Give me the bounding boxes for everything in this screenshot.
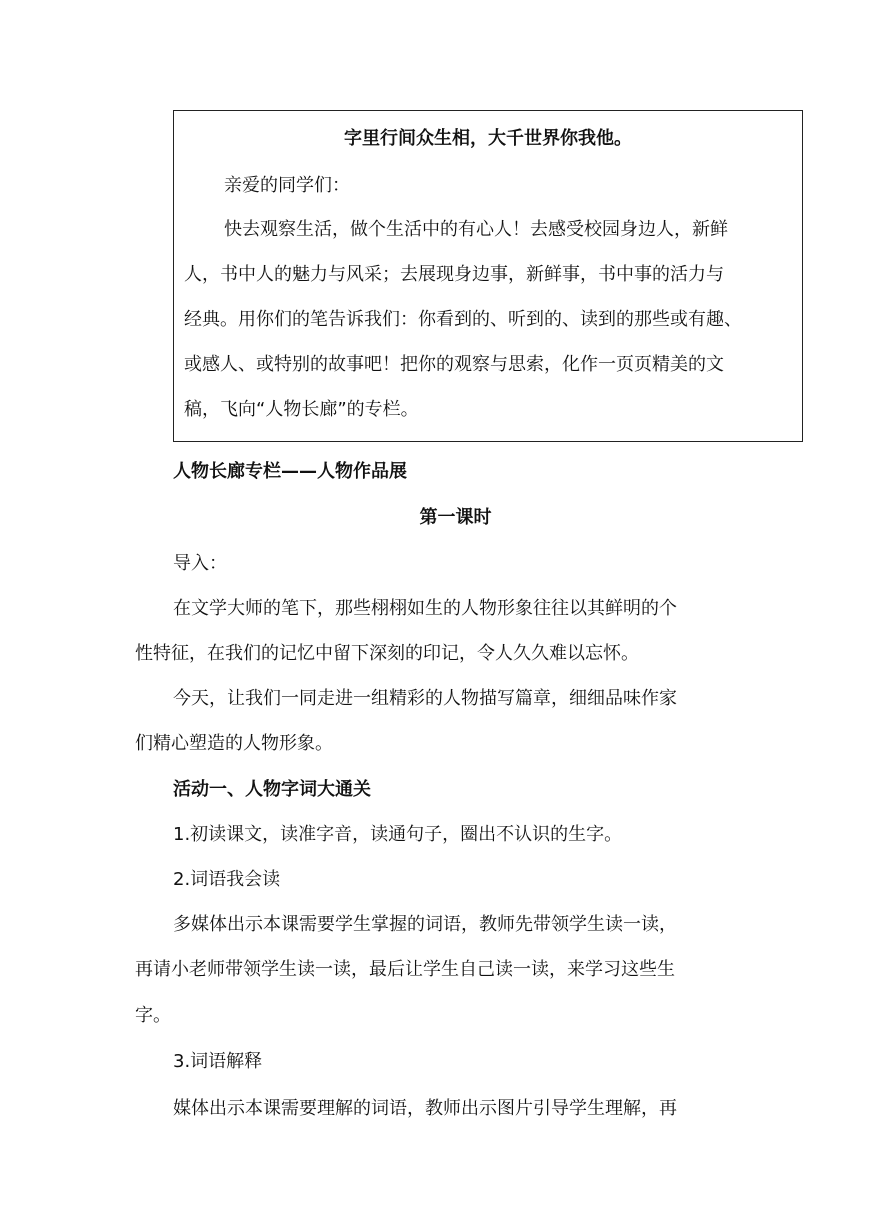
intro-paragraph-line: 在文学大师的笔下，那些栩栩如生的人物形象往往以其鲜明的个 <box>173 598 677 619</box>
notice-line: 或感人、或特别的故事吧！把你的观察与思索，化作一页页精美的文 <box>184 354 724 375</box>
step-3-heading: 3.词语解释 <box>173 1051 263 1072</box>
notice-line: 经典。用你们的笔告诉我们：你看到的、听到的、读到的那些或有趣、 <box>184 309 742 330</box>
step-3-line: 媒体出示本课需要理解的词语，教师出示图片引导学生理解，再 <box>173 1098 677 1119</box>
intro-label: 导入： <box>173 553 227 574</box>
step-2-line: 字。 <box>135 1005 171 1026</box>
activity-title: 活动一、人物字词大通关 <box>173 779 371 800</box>
step-2-line: 再请小老师带领学生读一读，最后让学生自己读一读，来学习这些生 <box>135 959 675 980</box>
notice-line: 稿，飞向“人物长廊”的专栏。 <box>184 399 419 420</box>
notice-title: 字里行间众生相，大千世界你我他。 <box>344 128 632 149</box>
notice-line: 人，书中人的魅力与风采；去展现身边事，新鲜事，书中事的活力与 <box>184 264 724 285</box>
notice-line: 快去观察生活，做个生活中的有心人！去感受校园身边人，新鲜 <box>224 219 728 240</box>
step-1: 1.初读课文，读准字音，读通句子，圈出不认识的生字。 <box>173 824 623 845</box>
intro-paragraph-line: 们精心塑造的人物形象。 <box>135 733 333 754</box>
notice-greeting: 亲爱的同学们： <box>224 175 350 196</box>
intro-paragraph-line: 今天，让我们一同走进一组精彩的人物描写篇章，细细品味作家 <box>173 688 677 709</box>
step-2-line: 多媒体出示本课需要学生掌握的词语，教师先带领学生读一读， <box>173 914 677 935</box>
step-2-heading: 2.词语我会读 <box>173 869 281 890</box>
lesson-title: 第一课时 <box>419 507 492 528</box>
section-heading: 人物长廊专栏——人物作品展 <box>173 461 407 482</box>
intro-paragraph-line: 性特征，在我们的记忆中留下深刻的印记，令人久久难以忘怀。 <box>135 643 639 664</box>
